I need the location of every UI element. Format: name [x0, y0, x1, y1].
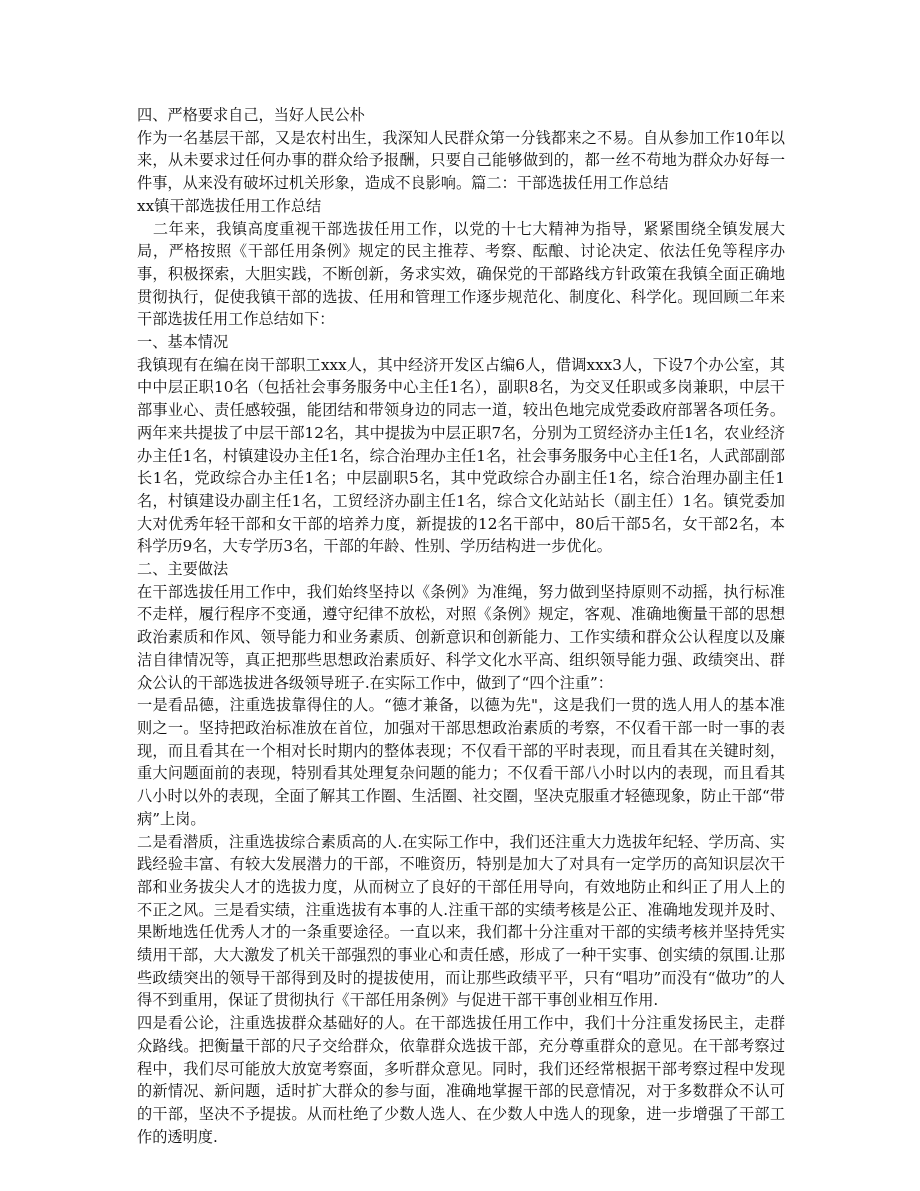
paragraph-basic-situation: 我镇现有在编在岗干部职工xxx人，其中经济开发区占编6人，借调xxx3人，下设7个办公室，其中中层正职10名（包括社会事务服务中心主任1名），副职8名，为交叉任职或多岗兼职，中层干部事业心、责任感较强，能团结和带领身边的同志一道，较出色地完成党委政府部署各项任务。两年来共提拔了中层干部12名，其中提拔为中层正职7名，分别为工贸经济办主任1名，农业经济办主任1名，村镇建设办主任1名，综合治理办主任1名，社会事务服务中心主任1名，人武部副部长1名，党政综合办主任1名；中层副职5名，其中党政综合办副主任1名，综合治理办副主任1名，村镇建设办副主任1名，工贸经济办副主任1名，综合文化站站长（副主任）1名。镇党委加大对优秀年轻干部和女干部的培养力度，新提拔的12名干部中，80后干部5名，女干部2名，本科学历9名，大专学历3名，干部的年龄、性别、学历结构进一步优化。 [137, 355, 785, 556]
paragraph-point-2-3: 二是看潜质，注重选拔综合素质高的人.在实际工作中，我们还注重大力选拔年纪轻、学历高、实践经验丰富、有较大发展潜力的干部，不唯资历，特别是加大了对具有一定学历的高知识层次干部和业务拔尖人才的选拔力度，从而树立了良好的干部任用导向，有效地防止和纠正了用人上的不正之风。三是看实绩，注重选拔有本事的人.注重干部的实绩考核是公正、准确地发现并及时、果断地选任优秀人才的一条重要途径。一直以来，我们都十分注重对干部的实绩考核并坚持凭实绩用干部，大大激发了机关干部强烈的事业心和责任感，形成了一种干实事、创实绩的氛围.让那些政绩突出的领导干部得到及时的提拔使用，而让那些政绩平平，只有“唱功”而没有“做功”的人得不到重用，保证了贯彻执行《干部任用条例》与促进干部干事创业相互作用. [137, 832, 785, 1010]
paragraph-overview: 二年来，我镇高度重视干部选拔任用工作，以党的十七大精神为指导，紧紧围绕全镇发展大局，严格按照《干部任用条例》规定的民主推荐、考察、酝酿、讨论决定、依法任免等程序办事，积极探索，大胆实践，不断创新，务求实效，确保党的干部路线方针政策在我镇全面正确地贯彻执行，促使我镇干部的选拔、任用和管理工作逐步规范化、制度化、科学化。现回顾二年来干部选拔任用工作总结如下： [137, 219, 785, 329]
paragraph-intro: 作为一名基层干部，又是农村出生，我深知人民群众第一分钱都来之不易。自从参加工作10年以来，从未要求过任何办事的群众给予报酬，只要自己能够做到的，都一丝不苟地为群众办好每一件事，从来没有破坏过机关形象，造成不良影响。篇二：干部选拔任用工作总结 [137, 128, 785, 193]
section-heading-4: 四、严格要求自己，当好人民公朴 [137, 106, 365, 124]
section-heading-1: 一、基本情况 [137, 333, 229, 352]
paragraph-main-practice: 在干部选拔任用工作中，我们始终坚持以《条例》为准绳，努力做到坚持原则不动摇，执行标准不走样，履行程序不变通，遵守纪律不放松，对照《条例》规定，客观、准确地衡量干部的思想政治素质和作风、领导能力和业务素质、创新意识和创新能力、工作实绩和群众公认程度以及廉洁自律情况等，真正把那些思想政治素质好、科学文化水平高、组织领导能力强、政绩突出、群众公认的干部选拔进各级领导班子.在实际工作中，做到了“四个注重”： [137, 582, 785, 692]
document-body [137, 104, 785, 1148]
paragraph-point-4: 四是看公论，注重选拔群众基础好的人。在干部选拔任用工作中，我们十分注重发扬民主，走群众路线。把衡量干部的尺子交给群众，依靠群众选拔干部，充分尊重群众的意见。在干部考察过程中，我们尽可能放大放宽考察面，多听群众意见。同时，我们还经常根据干部考察过程中发现的新情况、新问题，适时扩大群众的参与面，准确地掌握干部的民意情况，对于多数群众不认可的干部，坚决不予提拔。从而杜绝了少数人选人、在少数人中选人的现象，进一步增强了干部工作的透明度. [137, 1014, 785, 1146]
document-title: xx镇干部选拔任用工作总结 [137, 196, 322, 215]
section-heading-2: 二、主要做法 [137, 560, 229, 579]
paragraph-point-1: 一是看品德，注重选拔靠得住的人。“德才兼备，以德为先"，这是我们一贯的选人用人的基本准则之一。坚持把政治标准放在首位，加强对干部思想政治素质的考察，不仅看干部一时一事的表现，而且看其在一个相对长时期内的整体表现；不仅看干部的平时表现，而且看其在关键时刻，重大问题面前的表现，特别看其处理复杂问题的能力；不仅看干部八小时以内的表现，而且看其八小时以外的表现，全面了解其工作圈、生活圈、社交圈，坚决克服重才轻德现象，防止干部“带病”上岗。 [137, 696, 785, 828]
